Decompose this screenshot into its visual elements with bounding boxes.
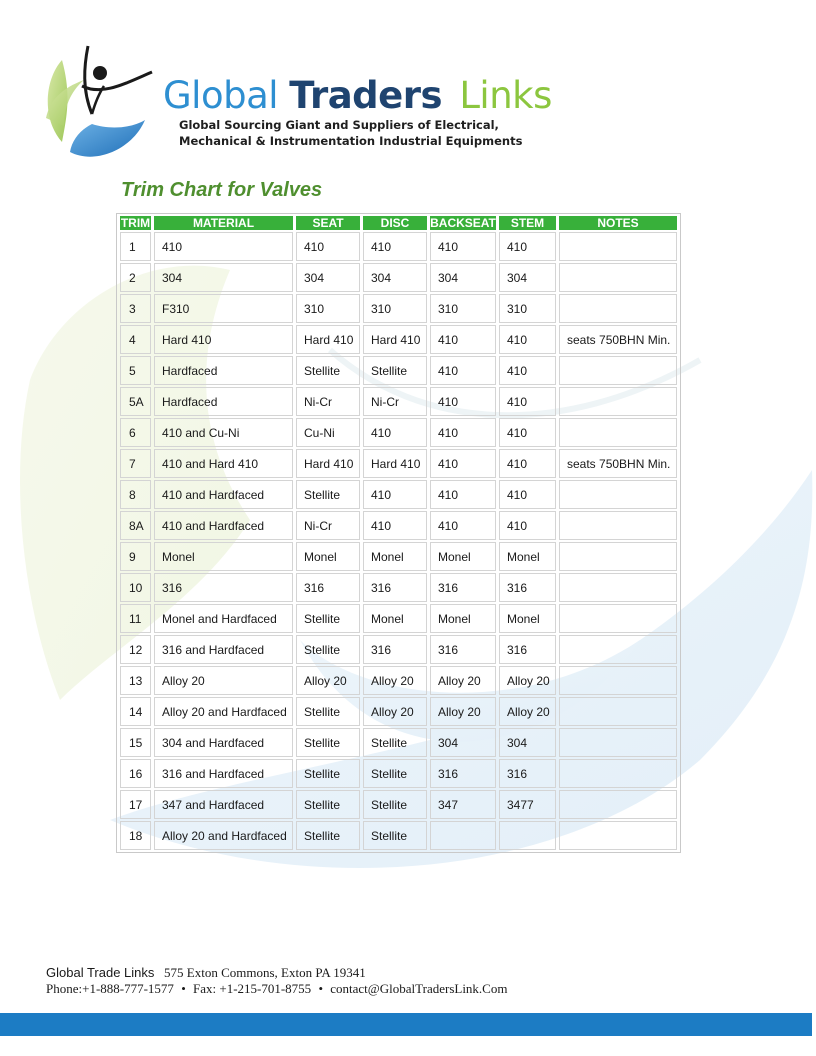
cell-material: 410 and Hardfaced	[154, 511, 293, 540]
cell-notes	[559, 635, 677, 664]
table-row	[120, 604, 677, 633]
cell-disc: 304	[363, 263, 427, 292]
cell-backseat: Monel	[430, 604, 496, 633]
cell-material: Alloy 20 and Hardfaced	[154, 697, 293, 726]
cell-trim: 18	[120, 821, 151, 850]
table-row	[120, 666, 677, 695]
footer-contact-line	[46, 981, 507, 997]
table-row	[120, 263, 677, 292]
cell-stem: 410	[499, 418, 556, 447]
table-row	[120, 480, 677, 509]
col-header-trim: TRIM	[120, 216, 151, 230]
cell-trim: 17	[120, 790, 151, 819]
table-row	[120, 759, 677, 788]
col-header-material: MATERIAL	[154, 216, 293, 230]
cell-stem: 410	[499, 480, 556, 509]
cell-stem: 316	[499, 635, 556, 664]
table-row	[120, 728, 677, 757]
table-row	[120, 790, 677, 819]
table-row	[120, 511, 677, 540]
cell-notes	[559, 821, 677, 850]
cell-trim: 12	[120, 635, 151, 664]
table-row	[120, 294, 677, 323]
cell-material: Hard 410	[154, 325, 293, 354]
cell-seat: Stellite	[296, 604, 360, 633]
cell-trim: 9	[120, 542, 151, 571]
cell-stem	[499, 821, 556, 850]
cell-backseat	[430, 821, 496, 850]
cell-seat: 316	[296, 573, 360, 602]
cell-backseat: 410	[430, 480, 496, 509]
footer-fax: Fax: +1-215-701-8755	[193, 981, 312, 996]
cell-trim: 8	[120, 480, 151, 509]
logo-tagline	[179, 117, 522, 149]
cell-stem: Alloy 20	[499, 666, 556, 695]
cell-material: F310	[154, 294, 293, 323]
cell-trim: 13	[120, 666, 151, 695]
col-header-seat: SEAT	[296, 216, 360, 230]
cell-material: Monel and Hardfaced	[154, 604, 293, 633]
cell-notes	[559, 418, 677, 447]
cell-material: 410 and Hard 410	[154, 449, 293, 478]
trim-chart-table	[116, 213, 681, 853]
cell-notes	[559, 356, 677, 385]
cell-seat: Stellite	[296, 480, 360, 509]
cell-backseat: 347	[430, 790, 496, 819]
cell-trim: 15	[120, 728, 151, 757]
cell-material: 304	[154, 263, 293, 292]
cell-stem: 304	[499, 263, 556, 292]
cell-disc: Alloy 20	[363, 697, 427, 726]
tagline-line-2: Mechanical & Instrumentation Industrial Equipments	[179, 134, 523, 148]
cell-disc: Stellite	[363, 728, 427, 757]
cell-backseat: 410	[430, 232, 496, 261]
cell-seat: Stellite	[296, 728, 360, 757]
cell-material: 410 and Hardfaced	[154, 480, 293, 509]
cell-material: Hardfaced	[154, 356, 293, 385]
cell-material: 410	[154, 232, 293, 261]
cell-stem: Monel	[499, 604, 556, 633]
col-header-backseat: BACKSEAT	[430, 216, 496, 230]
cell-seat: Stellite	[296, 635, 360, 664]
cell-notes	[559, 263, 677, 292]
cell-trim: 1	[120, 232, 151, 261]
cell-seat: Stellite	[296, 697, 360, 726]
tagline-line-1: Global Sourcing Giant and Suppliers of Electrical,	[179, 118, 499, 132]
cell-seat: Stellite	[296, 790, 360, 819]
table-header-row	[120, 216, 677, 230]
cell-backseat: 410	[430, 387, 496, 416]
cell-material: 316	[154, 573, 293, 602]
cell-stem: 410	[499, 325, 556, 354]
cell-stem: 316	[499, 759, 556, 788]
cell-trim: 4	[120, 325, 151, 354]
cell-notes	[559, 573, 677, 602]
cell-backseat: 410	[430, 511, 496, 540]
cell-notes	[559, 728, 677, 757]
table-row	[120, 573, 677, 602]
table-row	[120, 232, 677, 261]
cell-notes: seats 750BHN Min.	[559, 449, 677, 478]
cell-backseat: 410	[430, 418, 496, 447]
cell-seat: 304	[296, 263, 360, 292]
cell-disc: 410	[363, 511, 427, 540]
cell-seat: Hard 410	[296, 325, 360, 354]
cell-stem: 304	[499, 728, 556, 757]
logo-word-global: Global	[163, 74, 279, 117]
cell-trim: 5	[120, 356, 151, 385]
cell-notes	[559, 604, 677, 633]
cell-seat: Stellite	[296, 759, 360, 788]
footer-address: 575 Exton Commons, Exton PA 19341	[164, 965, 366, 980]
cell-disc: 310	[363, 294, 427, 323]
cell-backseat: 304	[430, 263, 496, 292]
cell-disc: Hard 410	[363, 449, 427, 478]
cell-disc: Hard 410	[363, 325, 427, 354]
cell-backseat: Alloy 20	[430, 697, 496, 726]
cell-material: 304 and Hardfaced	[154, 728, 293, 757]
cell-backseat: 316	[430, 635, 496, 664]
cell-trim: 8A	[120, 511, 151, 540]
cell-notes	[559, 790, 677, 819]
table-row	[120, 418, 677, 447]
col-header-disc: DISC	[363, 216, 427, 230]
table-row	[120, 325, 677, 354]
cell-seat: Monel	[296, 542, 360, 571]
cell-stem: 310	[499, 294, 556, 323]
cell-trim: 16	[120, 759, 151, 788]
cell-seat: 410	[296, 232, 360, 261]
logo-emblem-icon	[40, 40, 165, 165]
cell-stem: 410	[499, 511, 556, 540]
cell-seat: Ni-Cr	[296, 387, 360, 416]
cell-seat: Cu-Ni	[296, 418, 360, 447]
cell-trim: 10	[120, 573, 151, 602]
table-row	[120, 821, 677, 850]
cell-disc: Ni-Cr	[363, 387, 427, 416]
footer-company-line	[46, 965, 366, 981]
cell-stem: 410	[499, 356, 556, 385]
cell-seat: Stellite	[296, 356, 360, 385]
cell-trim: 11	[120, 604, 151, 633]
cell-trim: 6	[120, 418, 151, 447]
cell-material: 347 and Hardfaced	[154, 790, 293, 819]
cell-material: Monel	[154, 542, 293, 571]
cell-material: 410 and Cu-Ni	[154, 418, 293, 447]
cell-backseat: 310	[430, 294, 496, 323]
table-row	[120, 542, 677, 571]
cell-trim: 3	[120, 294, 151, 323]
cell-disc: Monel	[363, 542, 427, 571]
cell-seat: Hard 410	[296, 449, 360, 478]
cell-disc: Alloy 20	[363, 666, 427, 695]
footer-separator: •	[181, 981, 186, 996]
cell-disc: Monel	[363, 604, 427, 633]
cell-material: Alloy 20	[154, 666, 293, 695]
cell-notes	[559, 511, 677, 540]
table-body	[120, 232, 677, 850]
cell-trim: 7	[120, 449, 151, 478]
cell-disc: 316	[363, 573, 427, 602]
cell-backseat: 316	[430, 759, 496, 788]
logo-wordmark	[163, 76, 552, 116]
cell-trim: 2	[120, 263, 151, 292]
cell-backseat: Alloy 20	[430, 666, 496, 695]
cell-disc: Stellite	[363, 356, 427, 385]
cell-notes	[559, 232, 677, 261]
cell-material: 316 and Hardfaced	[154, 759, 293, 788]
table-row	[120, 449, 677, 478]
company-logo	[40, 40, 552, 165]
cell-stem: 410	[499, 387, 556, 416]
table-row	[120, 387, 677, 416]
cell-disc: Stellite	[363, 821, 427, 850]
table-row	[120, 356, 677, 385]
cell-backseat: Monel	[430, 542, 496, 571]
cell-backseat: 316	[430, 573, 496, 602]
cell-notes: seats 750BHN Min.	[559, 325, 677, 354]
cell-disc: 316	[363, 635, 427, 664]
cell-seat: Stellite	[296, 821, 360, 850]
cell-disc: Stellite	[363, 759, 427, 788]
cell-notes	[559, 759, 677, 788]
cell-stem: Monel	[499, 542, 556, 571]
footer-bar	[0, 1013, 812, 1036]
cell-notes	[559, 387, 677, 416]
table-row	[120, 635, 677, 664]
cell-backseat: 410	[430, 449, 496, 478]
cell-notes	[559, 542, 677, 571]
cell-disc: Stellite	[363, 790, 427, 819]
footer-phone: Phone:+1-888-777-1577	[46, 981, 174, 996]
cell-backseat: 410	[430, 356, 496, 385]
logo-word-traders: Traders	[289, 74, 443, 117]
cell-stem: 3477	[499, 790, 556, 819]
logo-word-links: Links	[459, 74, 552, 117]
cell-seat: Ni-Cr	[296, 511, 360, 540]
cell-notes	[559, 294, 677, 323]
col-header-notes: NOTES	[559, 216, 677, 230]
cell-material: Alloy 20 and Hardfaced	[154, 821, 293, 850]
cell-backseat: 410	[430, 325, 496, 354]
cell-notes	[559, 666, 677, 695]
cell-material: 316 and Hardfaced	[154, 635, 293, 664]
cell-stem: 410	[499, 232, 556, 261]
cell-notes	[559, 480, 677, 509]
cell-disc: 410	[363, 232, 427, 261]
cell-seat: Alloy 20	[296, 666, 360, 695]
cell-material: Hardfaced	[154, 387, 293, 416]
cell-stem: 316	[499, 573, 556, 602]
cell-disc: 410	[363, 418, 427, 447]
page-title: Trim Chart for Valves	[121, 179, 323, 201]
cell-seat: 310	[296, 294, 360, 323]
cell-disc: 410	[363, 480, 427, 509]
footer-company-name: Global Trade Links	[46, 965, 155, 980]
cell-backseat: 304	[430, 728, 496, 757]
cell-trim: 14	[120, 697, 151, 726]
cell-notes	[559, 697, 677, 726]
col-header-stem: STEM	[499, 216, 556, 230]
cell-trim: 5A	[120, 387, 151, 416]
footer-email: contact@GlobalTradersLink.Com	[330, 981, 508, 996]
table-row	[120, 697, 677, 726]
cell-stem: Alloy 20	[499, 697, 556, 726]
footer-separator: •	[318, 981, 323, 996]
cell-stem: 410	[499, 449, 556, 478]
